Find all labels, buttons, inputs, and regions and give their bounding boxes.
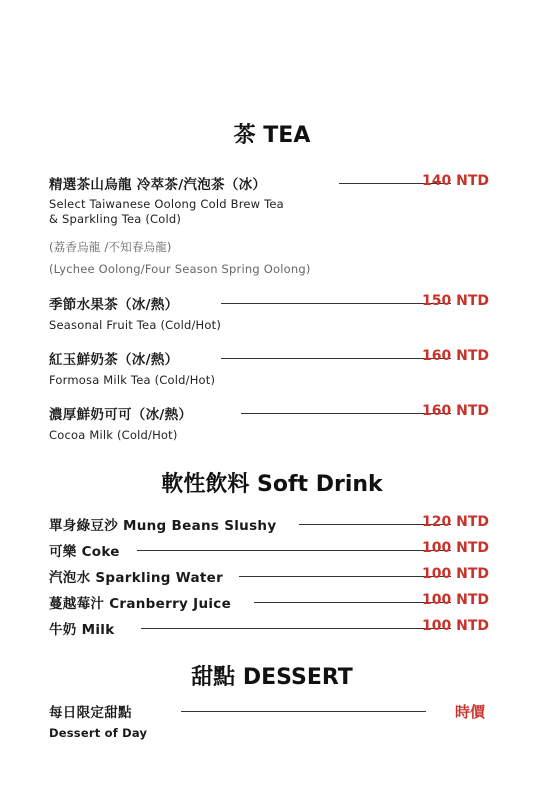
item-price: 時價 [454, 703, 485, 721]
soft-drink-section-title: 軟性飲料 Soft Drink [161, 472, 383, 497]
leader-line [137, 550, 451, 551]
leader-line [221, 358, 451, 359]
item-name-en: Seasonal Fruit Tea (Cold/Hot) [49, 318, 222, 332]
dessert-section-title: 甜點 DESSERT [191, 665, 353, 690]
item-price: 160 NTD [422, 348, 489, 364]
item-price: 160 NTD [422, 403, 489, 419]
menu-item-cocoa [49, 403, 489, 427]
item-price: 120 NTD [422, 514, 489, 530]
item-name-en-line2: & Sparkling Tea (Cold) [49, 212, 182, 226]
leader-line [239, 576, 451, 577]
item-name-en: Cocoa Milk (Cold/Hot) [49, 428, 178, 442]
item-name-en: Formosa Milk Tea (Cold/Hot) [49, 373, 216, 387]
item-name-zh: 紅玉鮮奶茶（冰/熱） [49, 352, 179, 368]
menu-item-mung-bean [49, 514, 489, 538]
item-name: 牛奶 Milk [49, 622, 115, 638]
leader-line [221, 303, 451, 304]
item-price: 100 NTD [422, 592, 489, 608]
item-price: 100 NTD [422, 618, 489, 634]
menu-item-dessert [49, 701, 485, 725]
leader-line [181, 711, 426, 712]
item-name-zh: 季節水果茶（冰/熱） [49, 297, 179, 313]
menu-item-milk-tea [49, 348, 489, 372]
menu-item-sparkling-water [49, 566, 489, 590]
item-name: 單身綠豆沙 Mung Beans Slushy [49, 518, 277, 534]
item-name: 可樂 Coke [49, 544, 120, 560]
leader-line [141, 628, 451, 629]
tea-variety-note-zh: (荔香烏龍 /不知春烏龍) [49, 240, 172, 254]
leader-line [241, 413, 451, 414]
item-name-zh: 精選茶山烏龍 冷萃茶/汽泡茶（冰） [49, 177, 267, 193]
item-name: 蔓越莓汁 Cranberry Juice [49, 596, 232, 612]
item-price: 100 NTD [422, 540, 489, 556]
menu-item-cranberry-juice [49, 592, 489, 616]
item-name-zh: 濃厚鮮奶可可（冰/熱） [49, 407, 193, 423]
item-name-en: Select Taiwanese Oolong Cold Brew Tea [49, 197, 284, 211]
item-price: 140 NTD [422, 173, 489, 189]
menu-item-fruit-tea [49, 293, 489, 317]
tea-variety-note-en: (Lychee Oolong/Four Season Spring Oolong) [49, 262, 311, 276]
item-name-zh: 每日限定甜點 [49, 705, 132, 721]
menu-item-oolong [49, 173, 489, 197]
tea-section-title: 茶 TEA [233, 123, 311, 148]
item-name-en: Dessert of Day [49, 726, 148, 740]
menu-item-coke [49, 540, 489, 564]
menu-item-milk [49, 618, 489, 642]
item-price: 150 NTD [422, 293, 489, 309]
item-price: 100 NTD [422, 566, 489, 582]
item-name: 汽泡水 Sparkling Water [49, 570, 224, 586]
